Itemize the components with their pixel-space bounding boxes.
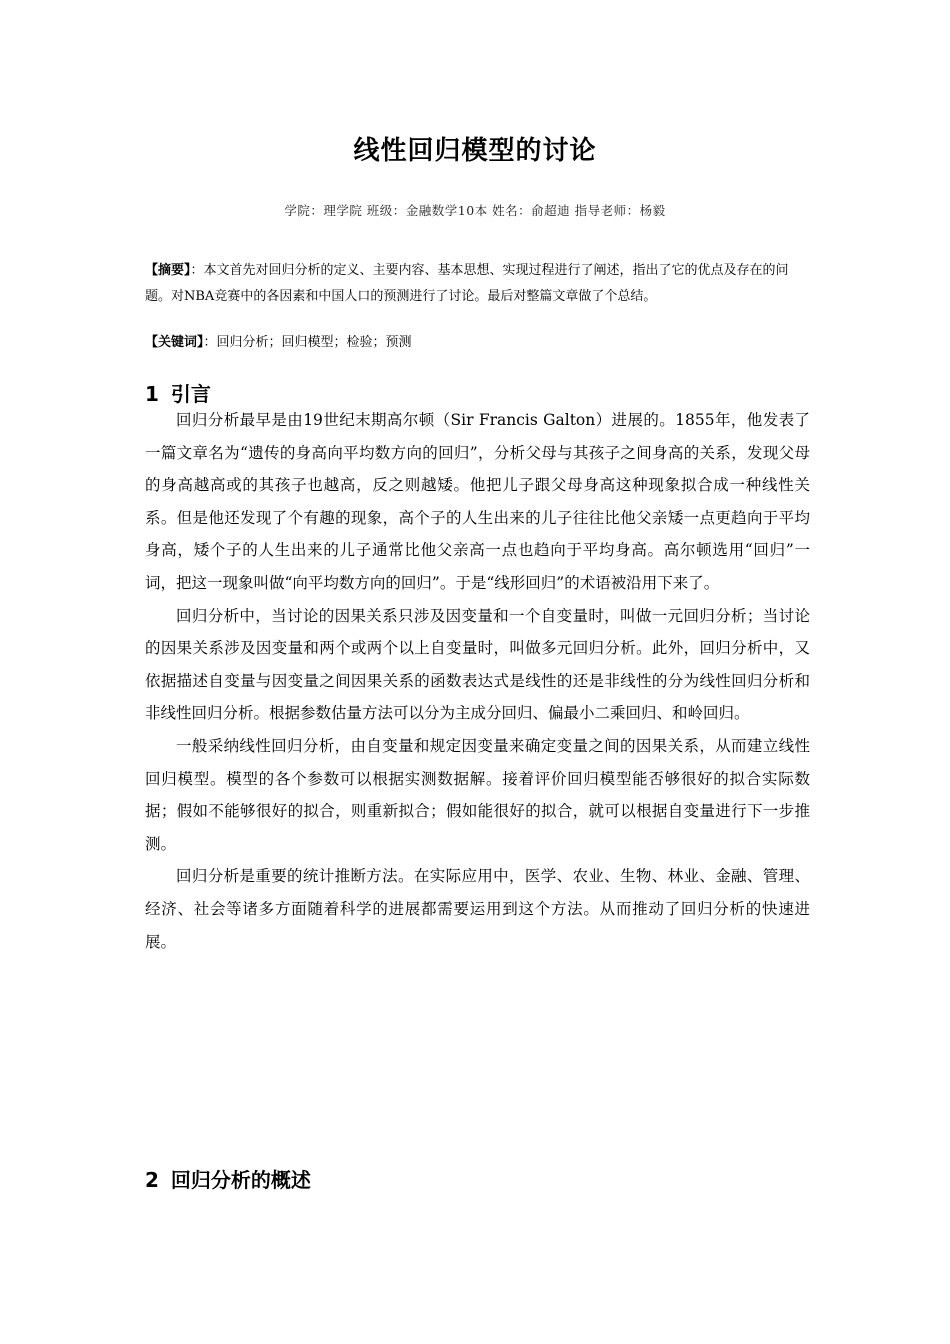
- body-paragraph: 回归分析中，当讨论的因果关系只涉及因变量和一个自变量时，叫做一元回归分析；当讨论的因果关系涉及因变量和两个或两个以上自变量时，叫做多元回归分析。此外，回归分析中，又依据描述自变量与因变量之间因果关系的函数表达式是线性的还是非线性的分为线性回归分析和非线性回归分析。根据参数估量方法可以分为主成分回归、偏最小二乘回归、和岭回归。: [145, 606, 810, 723]
- document-title: 线性回归模型的讨论: [353, 136, 597, 166]
- keywords-block: [145, 332, 810, 354]
- abstract-block: [145, 258, 810, 310]
- author-byline: 学院：理学院 班级：金融数学10本 姓名：俞超迪 指导老师：杨毅: [284, 203, 666, 218]
- section-heading-overview: [145, 1165, 311, 1195]
- section-title: 引言: [170, 382, 211, 406]
- keywords-label: 【关键词】: [145, 335, 204, 350]
- section-title: 回归分析的概述: [170, 1168, 311, 1192]
- section-number: 1: [145, 382, 159, 406]
- body-paragraph: 回归分析最早是由19世纪末期高尔顿（Sir Francis Galton）进展的。1855年，他发表了一篇文章名为“遗传的身高向平均数方向的回归”，分析父母与其孩子之间身高的关系，发现父母的身高越高或的其孩子也越高，反之则越矮。他把儿子跟父母身高这种现象拟合成一种线性关系。但是他还发现了个有趣的现象，高个子的人生出来的儿子往往比他父亲矮一点更趋向于平均身高，矮个子的人生出来的儿子通常比他父亲高一点也趋向于平均身高。高尔顿选用“回归”一词，把这一现象叫做“向平均数方向的回归”。于是“线形回归”的术语被沿用下来了。: [145, 411, 810, 592]
- abstract-label: 【摘要】: [145, 263, 191, 278]
- abstract-text: 本文首先对回归分析的定义、主要内容、基本思想、实现过程进行了阐述，指出了它的优点及存在的问题。对NBA竞赛中的各因素和中国人口的预测进行了讨论。最后对整篇文章做了个总结。: [145, 263, 789, 304]
- body-paragraph: 回归分析是重要的统计推断方法。在实际应用中，医学、农业、生物、林业、金融、管理、经济、社会等诸多方面随着科学的进展都需要运用到这个方法。从而推动了回归分析的快速进展。: [145, 867, 810, 951]
- section-body-introduction: [145, 404, 810, 958]
- abstract-colon: ：: [190, 263, 204, 278]
- keywords-text: 回归分析；回归模型；检验；预测: [216, 335, 412, 350]
- keywords-colon: ：: [203, 335, 217, 350]
- section-number: 2: [145, 1168, 159, 1192]
- body-paragraph: 一般采纳线性回归分析，由自变量和规定因变量来确定变量之间的因果关系，从而建立线性回归模型。模型的各个参数可以根据实测数据解。接着评价回归模型能否够很好的拟合实际数据；假如不能够很好的拟合，则重新拟合；假如能很好的拟合，就可以根据自变量进行下一步推测。: [145, 736, 810, 853]
